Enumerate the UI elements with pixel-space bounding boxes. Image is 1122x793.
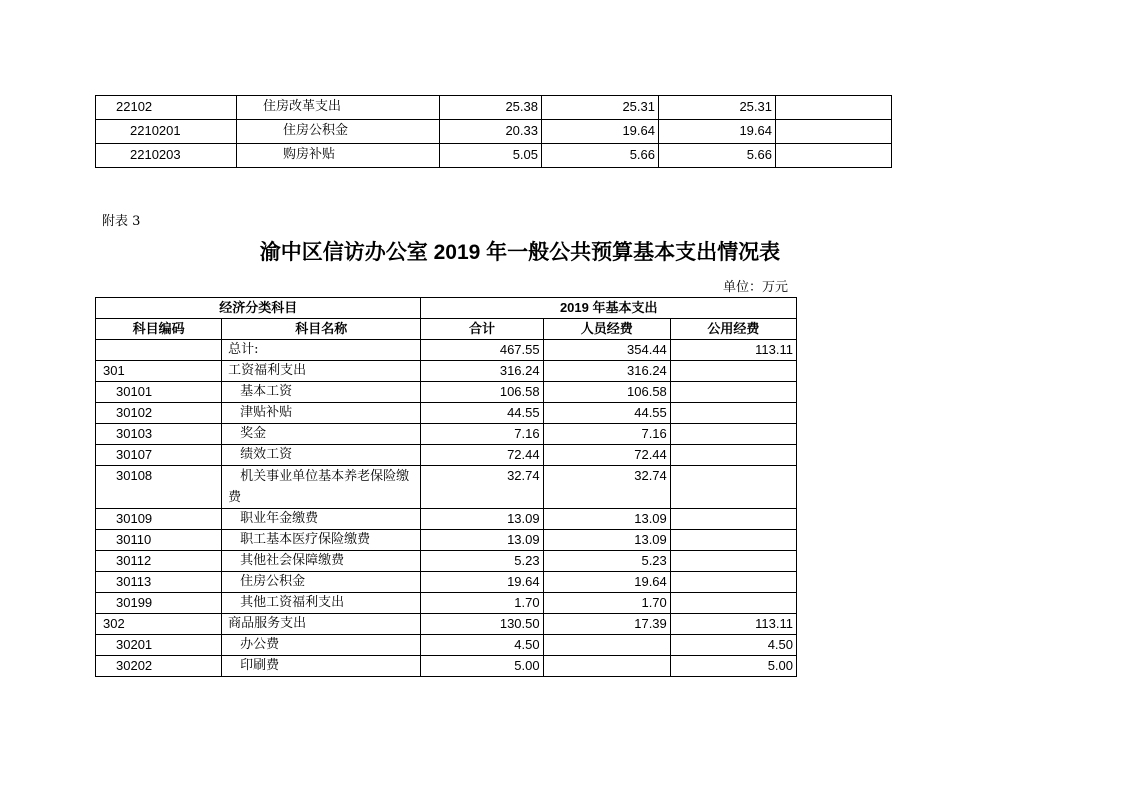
row-code: 30201 bbox=[96, 635, 222, 656]
row-total: 19.64 bbox=[421, 572, 543, 593]
table-row bbox=[96, 361, 797, 382]
row-code: 30113 bbox=[96, 572, 222, 593]
row-code: 30109 bbox=[96, 509, 222, 530]
row-personnel: 1.70 bbox=[543, 593, 670, 614]
row-public bbox=[670, 551, 796, 572]
row-name: 购房补贴 bbox=[237, 144, 440, 168]
row-total: 106.58 bbox=[421, 382, 543, 403]
table-row bbox=[96, 635, 797, 656]
unit-label: 单位：万元 bbox=[723, 280, 789, 295]
row-value: 5.05 bbox=[440, 144, 542, 168]
row-value: 25.38 bbox=[440, 96, 542, 120]
row-personnel: 17.39 bbox=[543, 614, 670, 635]
table-row bbox=[96, 382, 797, 403]
row-public bbox=[670, 424, 796, 445]
header-row bbox=[96, 319, 797, 340]
continued-budget-table bbox=[95, 95, 892, 168]
column-header-public: 公用经费 bbox=[670, 319, 796, 340]
table-row bbox=[96, 96, 892, 120]
row-code: 2210203 bbox=[96, 144, 237, 168]
column-header-name: 科目名称 bbox=[222, 319, 421, 340]
row-name: 职工基本医疗保险缴费 bbox=[222, 530, 421, 551]
row-code: 30107 bbox=[96, 445, 222, 466]
table-row bbox=[96, 120, 892, 144]
row-personnel: 316.24 bbox=[543, 361, 670, 382]
row-name: 基本工资 bbox=[222, 382, 421, 403]
table-row bbox=[96, 466, 797, 509]
row-total: 130.50 bbox=[421, 614, 543, 635]
row-total: 13.09 bbox=[421, 509, 543, 530]
table-row bbox=[96, 445, 797, 466]
row-public: 113.11 bbox=[670, 340, 796, 361]
row-code: 2210201 bbox=[96, 120, 237, 144]
row-total: 1.70 bbox=[421, 593, 543, 614]
column-header-code: 科目编码 bbox=[96, 319, 222, 340]
header-group-basic-expenditure: 2019 年基本支出 bbox=[421, 298, 797, 319]
row-personnel: 32.74 bbox=[543, 466, 670, 509]
row-personnel: 19.64 bbox=[543, 572, 670, 593]
row-personnel: 106.58 bbox=[543, 382, 670, 403]
column-header-personnel: 人员经费 bbox=[543, 319, 670, 340]
row-public: 113.11 bbox=[670, 614, 796, 635]
row-personnel: 44.55 bbox=[543, 403, 670, 424]
row-name: 津贴补贴 bbox=[222, 403, 421, 424]
table-body bbox=[96, 340, 797, 677]
row-value bbox=[776, 120, 892, 144]
row-personnel: 72.44 bbox=[543, 445, 670, 466]
row-value: 25.31 bbox=[659, 96, 776, 120]
row-name: 总计: bbox=[222, 340, 421, 361]
annex-label: 附表 3 bbox=[102, 214, 141, 229]
row-code: 30202 bbox=[96, 656, 222, 677]
row-personnel bbox=[543, 635, 670, 656]
row-code: 30112 bbox=[96, 551, 222, 572]
row-public: 4.50 bbox=[670, 635, 796, 656]
row-value: 19.64 bbox=[659, 120, 776, 144]
row-code: 22102 bbox=[96, 96, 237, 120]
row-value: 5.66 bbox=[659, 144, 776, 168]
row-name: 机关事业单位基本养老保险缴费 bbox=[222, 466, 421, 509]
row-value: 25.31 bbox=[542, 96, 659, 120]
header-group-row bbox=[96, 298, 797, 319]
row-personnel: 354.44 bbox=[543, 340, 670, 361]
table-row bbox=[96, 656, 797, 677]
table-row bbox=[96, 551, 797, 572]
row-personnel bbox=[543, 656, 670, 677]
table-row bbox=[96, 144, 892, 168]
row-code: 30110 bbox=[96, 530, 222, 551]
basic-expenditure-table bbox=[95, 297, 797, 677]
row-value: 5.66 bbox=[542, 144, 659, 168]
row-name: 其他社会保障缴费 bbox=[222, 551, 421, 572]
row-total: 5.23 bbox=[421, 551, 543, 572]
table-row bbox=[96, 530, 797, 551]
row-name: 奖金 bbox=[222, 424, 421, 445]
row-total: 32.74 bbox=[421, 466, 543, 509]
row-total: 44.55 bbox=[421, 403, 543, 424]
row-total: 316.24 bbox=[421, 361, 543, 382]
row-public bbox=[670, 382, 796, 403]
row-name: 工资福利支出 bbox=[222, 361, 421, 382]
row-code: 30108 bbox=[96, 466, 222, 509]
row-code bbox=[96, 340, 222, 361]
row-code: 30102 bbox=[96, 403, 222, 424]
row-name: 住房公积金 bbox=[222, 572, 421, 593]
row-total: 13.09 bbox=[421, 530, 543, 551]
row-public bbox=[670, 361, 796, 382]
row-total: 4.50 bbox=[421, 635, 543, 656]
row-name: 商品服务支出 bbox=[222, 614, 421, 635]
table-row bbox=[96, 614, 797, 635]
row-public bbox=[670, 466, 796, 509]
row-total: 72.44 bbox=[421, 445, 543, 466]
row-code: 302 bbox=[96, 614, 222, 635]
row-name: 住房公积金 bbox=[237, 120, 440, 144]
row-value: 19.64 bbox=[542, 120, 659, 144]
row-public bbox=[670, 445, 796, 466]
page-title: 渝中区信访办公室 2019 年一般公共预算基本支出情况表 bbox=[259, 241, 781, 264]
row-name: 印刷费 bbox=[222, 656, 421, 677]
row-public bbox=[670, 530, 796, 551]
row-value bbox=[776, 144, 892, 168]
table-row bbox=[96, 340, 797, 361]
row-public bbox=[670, 509, 796, 530]
table-row bbox=[96, 424, 797, 445]
row-personnel: 13.09 bbox=[543, 509, 670, 530]
column-header-total: 合计 bbox=[421, 319, 543, 340]
header-group-economic-classification: 经济分类科目 bbox=[96, 298, 421, 319]
row-code: 30103 bbox=[96, 424, 222, 445]
table-row bbox=[96, 593, 797, 614]
row-public bbox=[670, 572, 796, 593]
row-name: 办公费 bbox=[222, 635, 421, 656]
row-value bbox=[776, 96, 892, 120]
row-name: 职业年金缴费 bbox=[222, 509, 421, 530]
row-public bbox=[670, 403, 796, 424]
row-total: 5.00 bbox=[421, 656, 543, 677]
table-row bbox=[96, 572, 797, 593]
table-row bbox=[96, 509, 797, 530]
row-name: 其他工资福利支出 bbox=[222, 593, 421, 614]
row-personnel: 7.16 bbox=[543, 424, 670, 445]
row-total: 7.16 bbox=[421, 424, 543, 445]
row-code: 30101 bbox=[96, 382, 222, 403]
row-value: 20.33 bbox=[440, 120, 542, 144]
row-name: 住房改革支出 bbox=[237, 96, 440, 120]
row-public: 5.00 bbox=[670, 656, 796, 677]
row-public bbox=[670, 593, 796, 614]
row-code: 30199 bbox=[96, 593, 222, 614]
row-name: 绩效工资 bbox=[222, 445, 421, 466]
table-row bbox=[96, 403, 797, 424]
row-total: 467.55 bbox=[421, 340, 543, 361]
row-personnel: 5.23 bbox=[543, 551, 670, 572]
row-personnel: 13.09 bbox=[543, 530, 670, 551]
row-code: 301 bbox=[96, 361, 222, 382]
